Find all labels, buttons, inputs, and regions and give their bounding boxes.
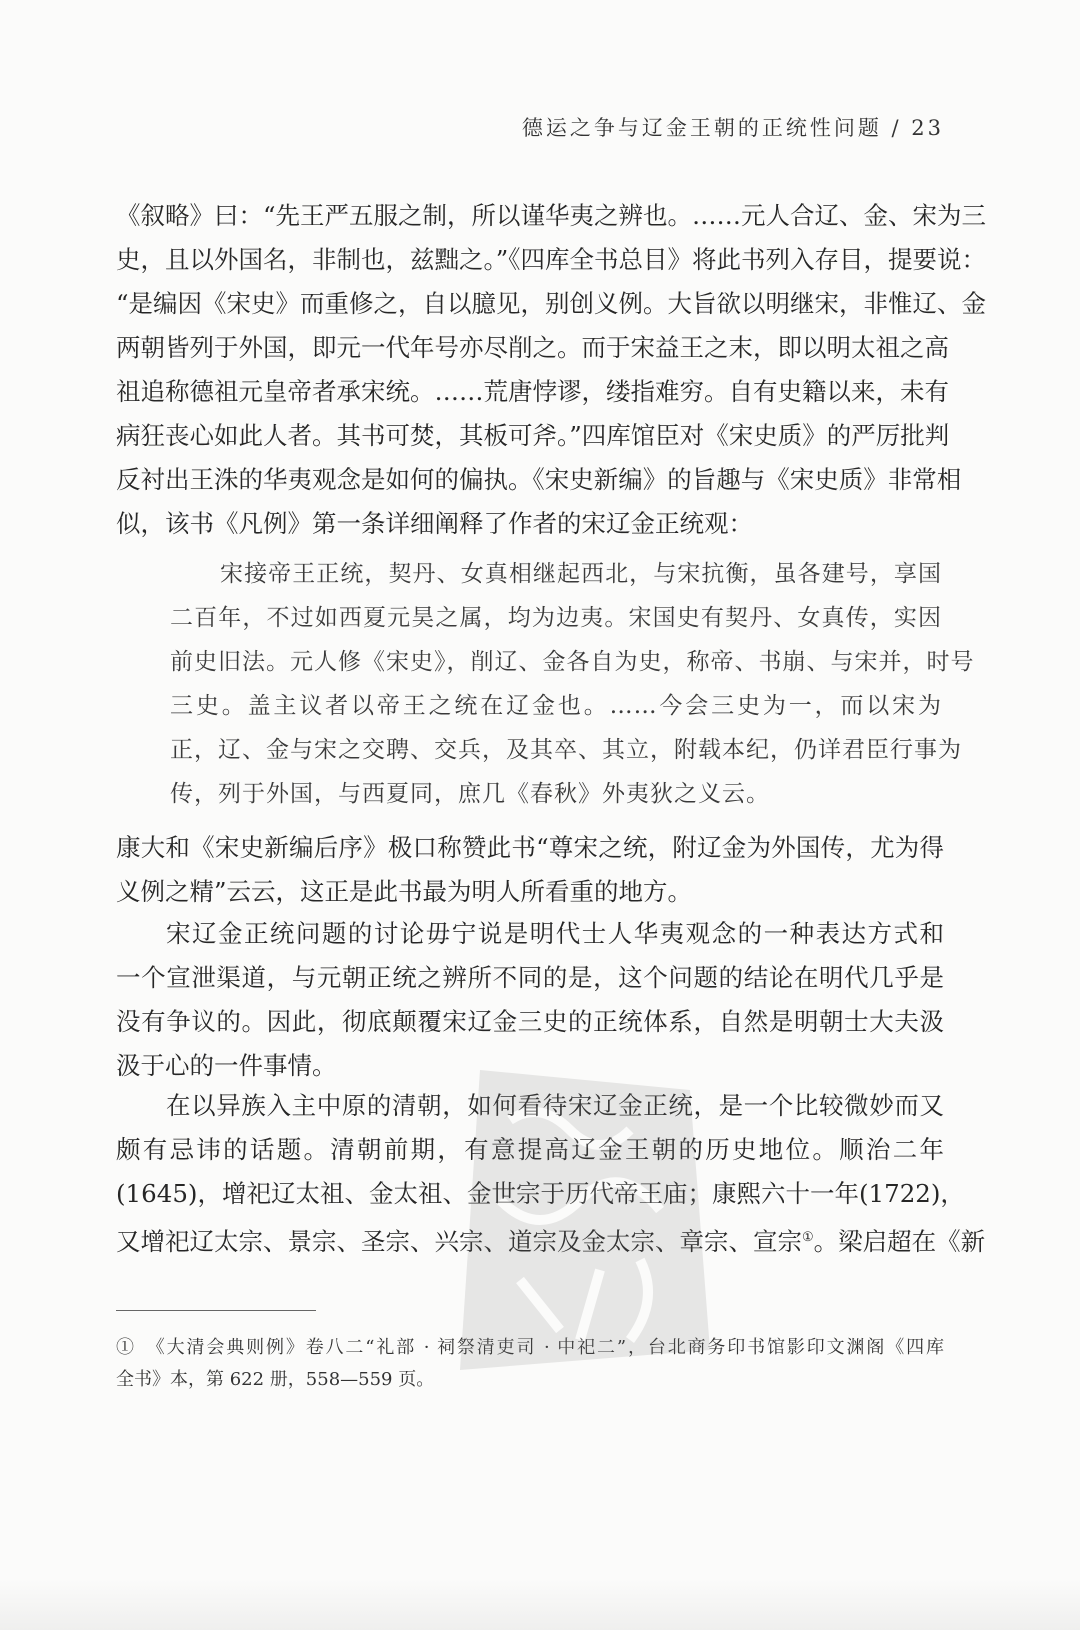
text-line: 宋辽金正统问题的讨论毋宁说是明代士人华夷观念的一种表达方式和	[166, 919, 944, 948]
paragraph-2	[116, 826, 944, 914]
footnote-divider	[116, 1310, 316, 1311]
text-line: 康大和《宋史新编后序》极口称赞此书“尊宋之统，附辽金为外国传，尤为得	[116, 833, 944, 862]
quote-line: 宋接帝王正统，契丹、女真相继起西北，与宋抗衡，虽各建号，享国	[220, 561, 942, 587]
text-line: 义例之精”云云，这正是此书最为明人所看重的地方。	[116, 877, 693, 906]
text-line: 汲于心的一件事情。	[116, 1051, 337, 1080]
text-line: 在以异族入主中原的清朝，如何看待宋辽金正统，是一个比较微妙而又	[166, 1091, 944, 1120]
paragraph-4	[116, 1084, 986, 1260]
text-line: 反衬出王洙的华夷观念是如何的偏执。《宋史新编》的旨趣与《宋史质》非常相	[116, 465, 962, 494]
text-line: 一个宣泄渠道，与元朝正统之辨所不同的是，这个问题的结论在明代几乎是	[116, 963, 944, 992]
footnote-marker[interactable]: ①	[802, 1230, 814, 1245]
quote-line: 二百年，不过如西夏元昊之属，均为边夷。宋国史有契丹、女真传，实因	[170, 605, 942, 631]
text-line: 病狂丧心如此人者。其书可焚，其板可斧。”四库馆臣对《宋史质》的严厉批判	[116, 421, 950, 450]
text-line: 似，该书《凡例》第一条详细阐释了作者的宋辽金正统观：	[116, 509, 753, 538]
quote-line: 传，列于外国，与西夏同，庶几《春秋》外夷狄之义云。	[170, 781, 770, 807]
paragraph-3	[116, 912, 944, 1088]
footnote-line: ① 《大清会典则例》卷八二“礼部 · 祠祭清吏司 · 中祀二”，台北商务印书馆影印文渊阁《四库	[116, 1337, 944, 1358]
paragraph-1	[116, 194, 987, 546]
page-edge-shade	[0, 1580, 1080, 1630]
quote-line: 前史旧法。元人修《宋史》，削辽、金各自为史，称帝、书崩、与宋并，时号	[170, 649, 975, 675]
text-line: 两朝皆列于外国，即元一代年号亦尽削之。而于宋益王之末，即以明太祖之高	[116, 333, 949, 362]
text-line: 史，且以外国名，非制也，兹黜之。”《四库全书总目》将此书列入存目，提要说：	[116, 245, 987, 274]
text-run: 又增祀辽太宗、景宗、圣宗、兴宗、道宗及金太宗、章宗、宣宗	[116, 1227, 802, 1257]
text-line: 祖追称德祖元皇帝者承宋统。……荒唐悖谬，缕指难穷。自有史籍以来，未有	[116, 377, 949, 406]
quote-line: 正，辽、金与宋之交聘、交兵，及其卒、其立，附载本纪，仍详君臣行事为	[170, 737, 962, 763]
text-line: (1645)，增祀辽太祖、金太祖、金世宗于历代帝王庙；康熙六十一年(1722)，	[116, 1179, 965, 1208]
footnote-line: 全书》本，第 622 册，558—559 页。	[116, 1369, 435, 1390]
footnote	[116, 1332, 944, 1396]
text-line: “是编因《宋史》而重修之，自以臆见，别创义例。大旨欲以明继宋，非惟辽、金	[116, 289, 987, 318]
text-line	[116, 1216, 986, 1260]
text-run: 。梁启超在《新	[813, 1227, 986, 1257]
text-line: 颇有忌讳的话题。清朝前期，有意提高辽金王朝的历史地位。顺治二年	[116, 1135, 944, 1164]
quote-line: 三史。盖主议者以帝王之统在辽金也。……今会三史为一，而以宋为	[170, 693, 942, 719]
running-header: 德运之争与辽金王朝的正统性问题 / 23	[521, 116, 944, 140]
text-line: 没有争议的。因此，彻底颠覆宋辽金三史的正统体系，自然是明朝士大夫汲	[116, 1007, 944, 1036]
block-quote	[170, 552, 975, 816]
text-line: 《叙略》曰：“先王严五服之制，所以谨华夷之辨也。……元人合辽、金、宋为三	[116, 201, 987, 230]
